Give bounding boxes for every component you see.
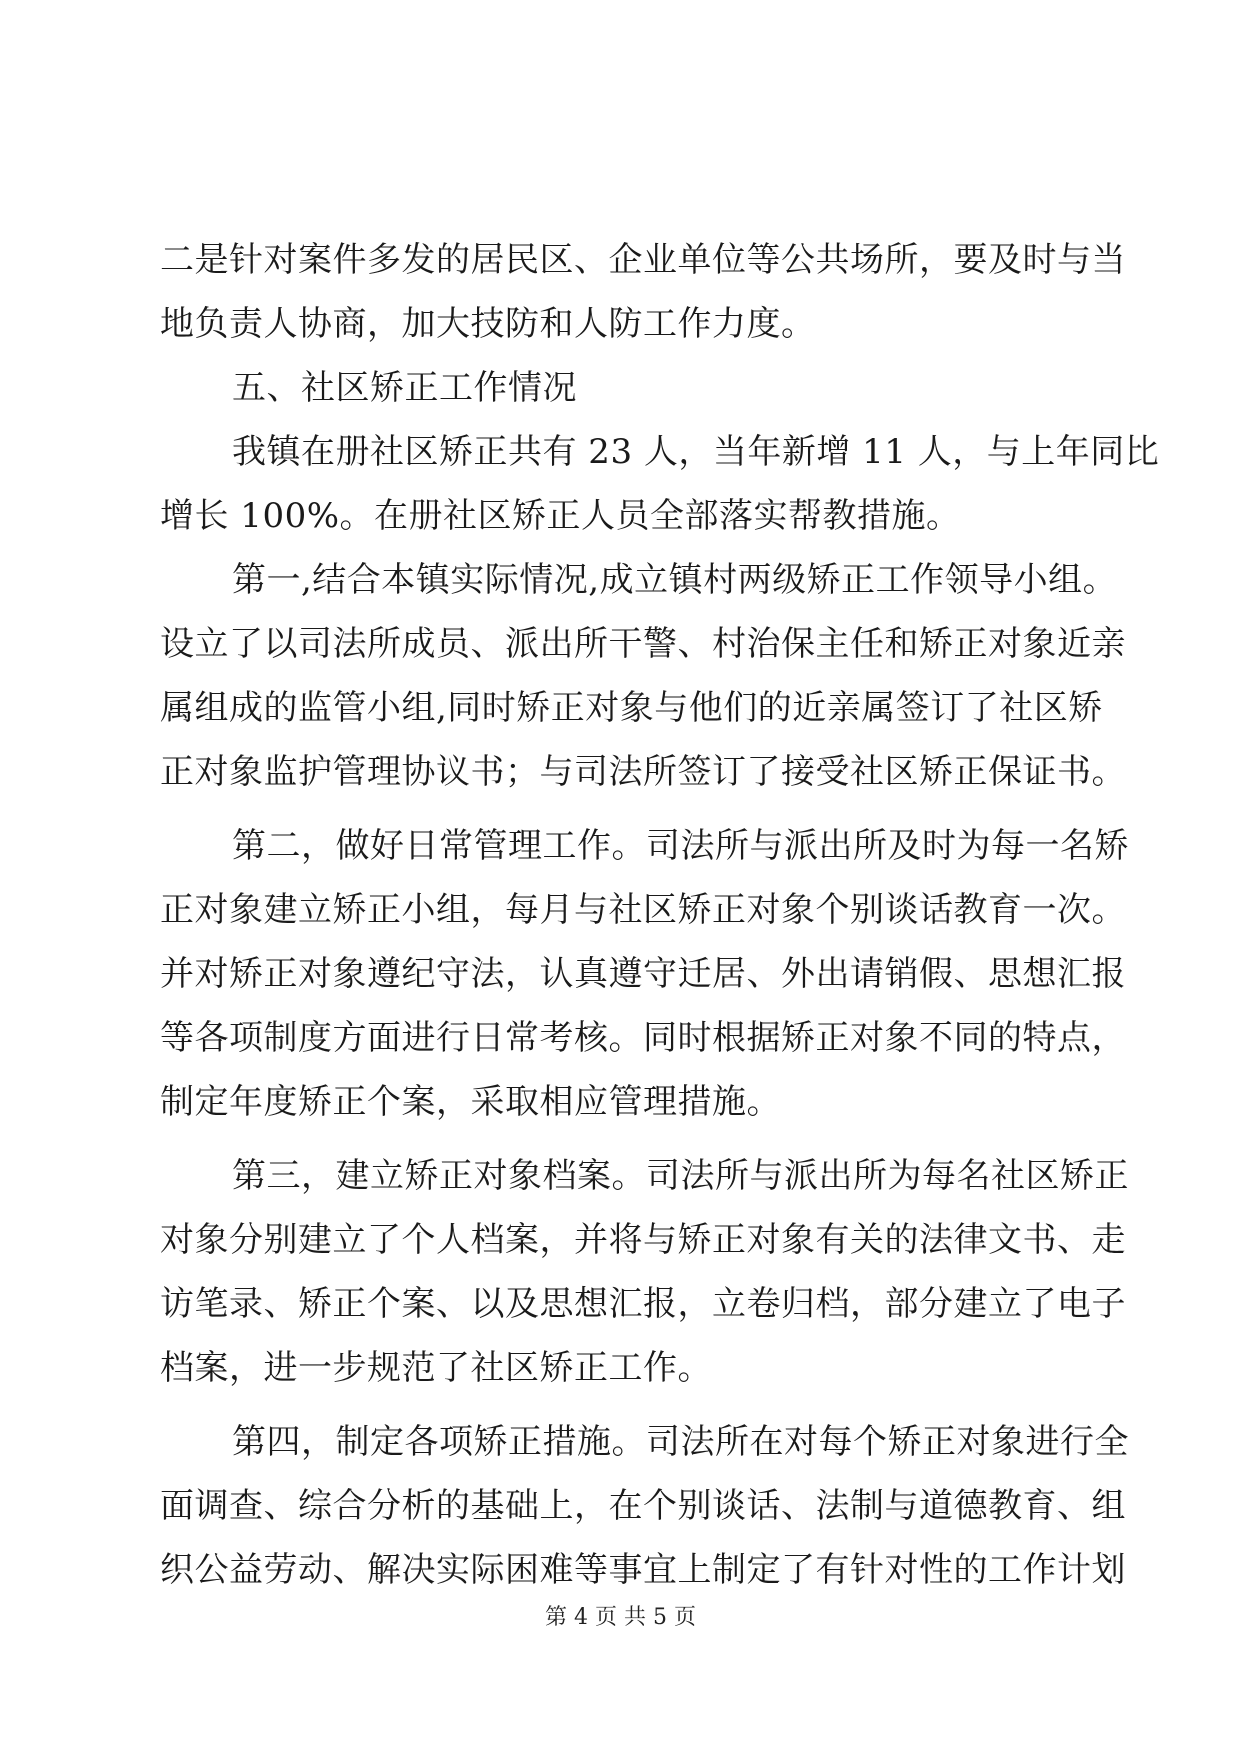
text-line: 属组成的监管小组,同时矫正对象与他们的近亲属签订了社区矫: [160, 688, 1103, 728]
paragraph-gap: [160, 804, 1084, 814]
text-line: 正对象监护管理协议书；与司法所签订了接受社区矫正保证书。: [160, 752, 1126, 792]
text-line: 正对象建立矫正小组，每月与社区矫正对象个别谈话教育一次。: [160, 890, 1126, 930]
text-line: 并对矫正对象遵纪守法，认真遵守迁居、外出请销假、思想汇报: [160, 954, 1126, 994]
document-body: [160, 228, 1160, 1602]
text-line: 增长 100%。在册社区矫正人员全部落实帮教措施。: [160, 496, 961, 536]
text-line: 设立了以司法所成员、派出所干警、村治保主任和矫正对象近亲: [160, 624, 1126, 664]
text-line: 访笔录、矫正个案、以及思想汇报，立卷归档，部分建立了电子: [160, 1284, 1126, 1324]
text-line: 面调查、综合分析的基础上，在个别谈话、法制与道德教育、组: [160, 1486, 1126, 1526]
text-line: 等各项制度方面进行日常考核。同时根据矫正对象不同的特点，: [160, 1018, 1126, 1058]
text-line: 二是针对案件多发的居民区、企业单位等公共场所，要及时与当: [160, 240, 1126, 280]
paragraph-gap: [160, 1134, 1084, 1144]
text-line: 我镇在册社区矫正共有 23 人，当年新增 11 人，与上年同比: [232, 432, 1160, 472]
text-line: 地负责人协商，加大技防和人防工作力度。: [160, 304, 816, 344]
text-line: 第四，制定各项矫正措施。司法所在对每个矫正对象进行全: [232, 1422, 1129, 1462]
paragraph-gap: [160, 1400, 1084, 1410]
page-footer: 第 4 页 共 5 页: [545, 1605, 696, 1630]
text-line: 第三，建立矫正对象档案。司法所与派出所为每名社区矫正: [232, 1156, 1129, 1196]
section-heading: 五、社区矫正工作情况: [232, 368, 577, 408]
text-line: 档案，进一步规范了社区矫正工作。: [160, 1348, 712, 1388]
text-line: 制定年度矫正个案，采取相应管理措施。: [160, 1082, 781, 1122]
text-line: 对象分别建立了个人档案，并将与矫正对象有关的法律文书、走: [160, 1220, 1126, 1260]
text-line: 第一,结合本镇实际情况,成立镇村两级矫正工作领导小组。: [232, 560, 1118, 600]
text-line: 第二，做好日常管理工作。司法所与派出所及时为每一名矫: [232, 826, 1129, 866]
text-line: 织公益劳动、解决实际困难等事宜上制定了有针对性的工作计划: [160, 1550, 1126, 1590]
